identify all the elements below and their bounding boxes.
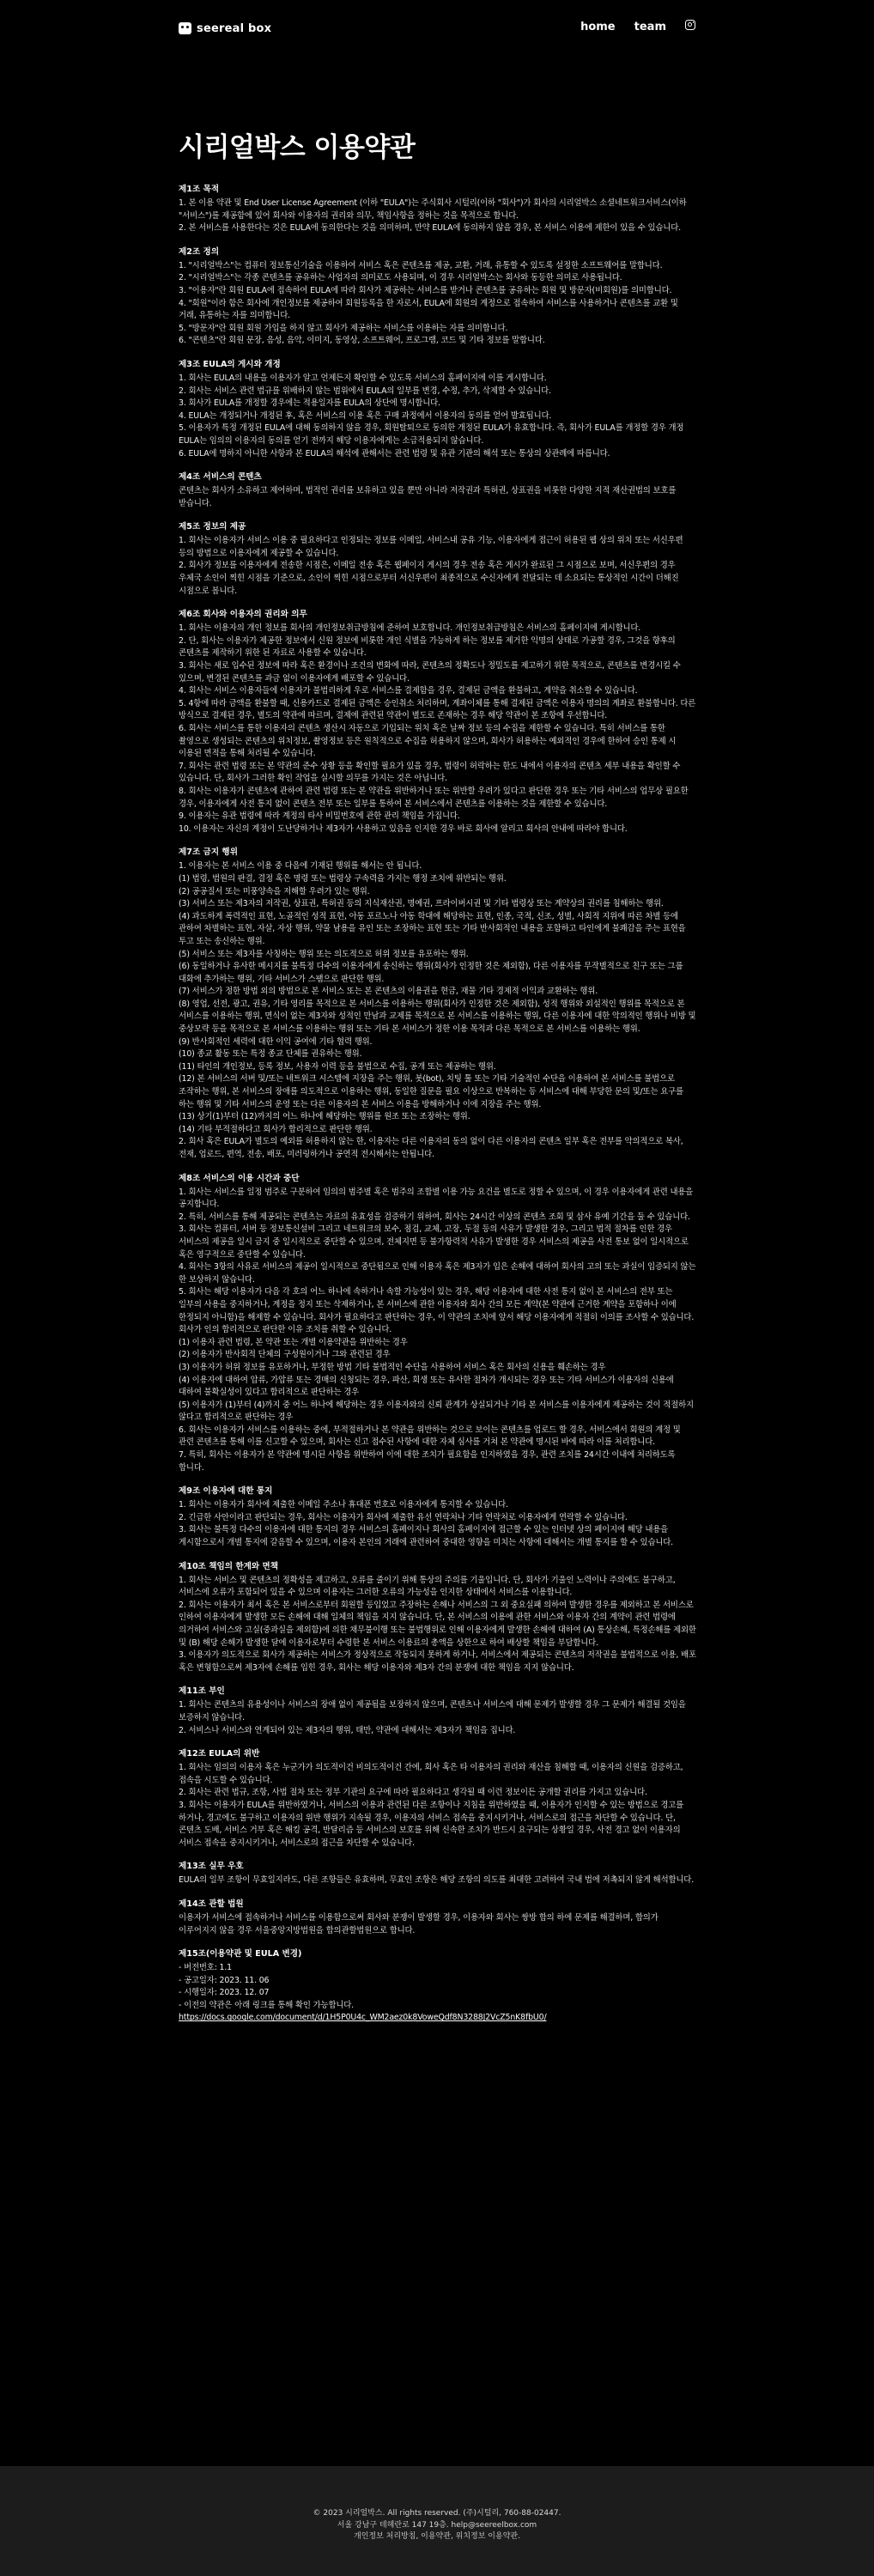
terms-content — [179, 129, 697, 2036]
section-paragraph: 3. 회사는 새로 입수된 정보에 따라 혹은 환경이나 조건의 변화에 따라, 콘텐츠의 정확도나 정밀도를 제고하기 위한 목적으로, 콘텐츠를 변경시킬 수 있으며, 변경된 콘텐츠를 과금 없이 이용자에게 배포할 수 있습니다. — [179, 661, 681, 683]
section-paragraph: 1. 회사는 EULA의 내용을 이용자가 알고 언제든지 확인할 수 있도록 서비스의 홈페이지에 이를 게시합니다. — [179, 373, 547, 383]
terms-section — [179, 1948, 697, 2025]
brand-logo-link[interactable] — [179, 21, 271, 36]
instagram-icon — [685, 20, 695, 30]
terms-section — [179, 184, 697, 235]
terms-section — [179, 521, 697, 598]
section-paragraph: 8. 회사는 이용자가 콘텐츠에 관하여 관련 법령 또는 본 약관을 위반하거나 또는 위반할 우려가 있다고 판단한 경우 또는 기타 서비스의 업무상 필요한 경우, 이용자에게 사전 통지 없이 콘텐츠 전부 또는 일부를 통하여 본 서비스에서 콘텐츠를 이용하는 것을 제한할 수 있습니다. — [179, 786, 689, 809]
section-paragraph: - 이전의 약관은 아래 링크를 통해 확인 가능합니다. — [179, 2000, 355, 2010]
section-paragraph: 2. 서비스나 서비스와 연계되어 있는 제3자의 행위, 태만, 약관에 대해서는 제3자가 책임을 집니다. — [179, 1725, 516, 1735]
main-nav — [580, 20, 695, 33]
terms-section — [179, 1748, 697, 1850]
section-paragraph: (12) 본 서비스의 서버 및/또는 네트워크 시스템에 지장을 주는 행위, 봇(bot), 치팅 툴 또는 기타 기술적인 수단을 이용하여 본 서비스를 불법으로 조작하는 행위, 본 서비스의 장애를 의도적으로 이용하는 행위, 동일한 질문을 필요 이상으로 반복하는 등 서비스에 대해 부당한 문의 및/또는 요구를 하는 행위 및 기타 서비스의 운영 또는 다른 이용자의 본 서비스 이용을 방해하거나 이에 지장을 주는 행위. — [179, 1074, 683, 1109]
section-paragraph: 9. 이용자는 유관 법령에 따라 계정의 타사 비밀번호에 관한 관리 책임을 가집니다. — [179, 811, 460, 822]
section-paragraph: (7) 서비스가 정한 방법 외의 방법으로 본 서비스 또는 본 콘텐츠의 이용권을 현금, 재물 기타 경제적 이익과 교환하는 행위. — [179, 987, 598, 997]
terms-section — [179, 359, 697, 460]
section-paragraph: 2. 단, 회사는 이용자가 제공한 정보에서 신원 정보에 비롯한 개인 식별을 가능하게 하는 정보를 제거한 익명의 상태로 가공할 경우, 그것을 향후의 콘텐츠를 제작하기 위한 된 자료로 사용할 수 있습니다. — [179, 635, 676, 659]
section-paragraph: (11) 타인의 개인정보, 등록 정보, 사용자 이력 등을 불법으로 수집, 공개 또는 제공하는 행위. — [179, 1061, 496, 1072]
terms-section — [179, 1899, 697, 1937]
section-paragraph: (2) 공공질서 또는 미풍양속을 저해할 우려가 있는 행위. — [179, 886, 370, 896]
section-paragraph: 1. 이용자는 본 서비스 이용 중 다음에 기재된 행위를 해서는 안 됩니다. — [179, 861, 422, 872]
section-paragraph: 2. 특히, 서비스를 통해 제공되는 콘텐츠는 자료의 유효성을 검증하기 위하여, 회사는 24시간 이상의 콘텐츠 조회 및 삼사 유예 기간을 둘 수 있습니다. — [179, 1212, 690, 1222]
nav-home-link[interactable]: home — [580, 20, 616, 33]
previous-terms-link[interactable]: https://docs.google.com/document/d/1H5P0U4c_WM2aez0k8VoweQdf8N3288J2VcZ5nK8fbU0/ — [179, 2013, 547, 2023]
section-paragraph: 1. 회사는 임의의 이용자 혹은 누군가가 의도적이건 비의도적이건 간에, 회사 혹은 타 이용자의 권리와 재산을 침해할 때, 이용자의 신원을 검증하고, 접속을 시도할 수 있습니다. — [179, 1763, 683, 1785]
section-paragraph: 3. 이용자가 의도적으로 회사가 제공하는 서비스가 정상적으로 작동되지 못하게 하거나, 서비스에서 제공되는 콘텐츠의 저작권을 불법적으로 이용, 배포 혹은 변형함으로써 제3자에 손해를 입힌 경우, 회사는 해당 이용자와 제3자 간의 분쟁에 대한 책임을 지지 않습니다. — [179, 1650, 696, 1673]
section-title: 제2조 정의 — [179, 246, 220, 257]
terms-section — [179, 609, 697, 835]
page-title: 시리얼박스 이용약관 — [179, 132, 416, 163]
section-paragraph: 5. 회사는 해당 이용자가 다음 각 호의 어느 하나에 속하거나 속할 가능성이 있는 경우, 해당 이용자에 대한 사전 통지 없이 본 서비스의 전부 또는 일부의 사용을 중지하거나, 계정을 정지 또는 삭제하거나, 본 서비스에 관한 이용자와 회사 간의 모든 계약(본 약관에 근거한 계약을 포함하나 이에 한정되지 아니함)을 해제할 수 있습니다. 회사가 필요하다고 판단하는 경우, 이 약관의 조치에 앞서 해당 이용자에게 적절히 이의를 조사할 수 있습니다. 회사가 인의 합리적으로 판단한 이유 조치를 취할 수 있습니다. — [179, 1287, 695, 1335]
section-paragraph: 2. 긴급한 사안이라고 판단되는 경우, 회사는 이용자가 회사에 제출한 유선 연락처나 기타 연락처로 이용자에게 연락할 수 있습니다. — [179, 1512, 628, 1522]
section-paragraph: (3) 서비스 또는 제3자의 저작권, 상표권, 특허권 등의 지식재산권, 명예권, 프라이버시권 및 기타 법령상 또는 계약상의 권리를 침해하는 행위. — [179, 899, 664, 909]
section-paragraph: 4. 회사는 서비스 이용자들에 이용자가 불법리하게 우로 서비스를 결제함을 경우, 결제된 금액을 환불하고, 계약을 취소할 수 있습니다. — [179, 686, 638, 696]
section-paragraph: 2. "시리얼박스"는 각종 콘텐츠를 공유하는 사업자의 의미로도 사용되며, 이 경우 시리얼박스는 회사와 동등한 의미로 사용됩니다. — [179, 273, 622, 283]
section-paragraph: 2. 회사가 정보를 이용자에게 전송한 시점은, 이메일 전송 혹은 웹페이지 게시의 경우 전송 혹은 게시가 완료된 그 시점으로 보며, 서신우편의 경우 우체국 소인이 찍힌 시점을 기준으로, 소인이 찍힌 시점으로부터 서신우편이 최종적으로 수신자에게 전달되는 데 소요되는 통상적인 시간이 더해진 시점으로 봅니다. — [179, 561, 679, 596]
section-title: 제4조 서비스의 콘텐츠 — [179, 472, 262, 483]
section-paragraph: 6. "콘텐츠"란 회원 문장, 음성, 음악, 이미지, 동영상, 소프트웨어, 프로그램, 코드 및 기타 정보를 말합니다. — [179, 336, 545, 346]
section-paragraph: 4. 회사는 3항의 사유로 서비스의 제공이 일시적으로 중단됨으로 인해 이용자 혹은 제3자가 입은 손해에 대하여 회사의 고의 또는 과실이 입증되지 않는 한 보상하지 않습니다. — [179, 1262, 696, 1285]
section-paragraph: 2. 회사는 이용자가 최서 혹은 본 서비스로부터 회원할 등입었고 주장하는 손해나 서비스의 그 외 중요실패 의하여 발생한 경우를 제외하고 본 서비스로 인하여 이용자에게 발생한 모든 손해에 대해 일체의 책임을 지지 않습니다. 단, 본 서비스의 이용에 관한 서비스와 이용자 간의 계약이 관련 법령에 의거하여 서비스와 고실(중과실을 제외함)에 의한 채무불이행 또는 불법행위로 인해 이용자에게 발생한 손해에 대하여 (A) 통상손해, 특정손해를 제외한 및 (B) 해당 손해가 발생한 달에 이용자로부터 수령한 본 서비스 이용료의 총액을 상한으로 하여 배상할 책임을 부담합니다. — [179, 1600, 696, 1648]
section-paragraph: 이용자가 서비스에 접속하거나 서비스를 이용함으로써 회사와 분쟁이 발생할 경우, 이용자와 회사는 쌍방 합의 하에 문제를 해결하며, 합의가 이루어지지 않을 경우 서울중앙지방법원을 합의관할법원으로 합니다. — [179, 1912, 659, 1935]
section-title: 제11조 부인 — [179, 1686, 225, 1697]
section-title: 제3조 EULA의 게시와 개정 — [179, 359, 281, 369]
section-paragraph: 10. 이용자는 자신의 계정이 도난당하거나 제3자가 사용하고 있음을 인지한 경우 바로 회사에 알리고 회사의 안내에 따라야 합니다. — [179, 823, 628, 834]
section-paragraph: (10) 종교 활동 또는 특정 종교 단체를 권유하는 행위. — [179, 1049, 362, 1060]
section-paragraph: 1. 회사는 이용자의 개인 정보를 회사의 개인정보취급방침에 준하여 보호합니다. 개인정보취급방침은 서비스의 홈페이지에 게시합니다. — [179, 623, 641, 634]
section-title: 제6조 회사와 이용자의 권리와 의무 — [179, 610, 307, 620]
section-paragraph: 6. 회사는 서비스를 통한 이용자의 콘텐츠 생산시 자동으로 기입되는 위치 혹은 날짜 정보 등의 수집을 제한할 수 있습니다. 특히 서비스를 통한 촬영으로 생성되는 콘텐츠의 위치정보, 촬영정보 등은 원칙적으로 수집을 허용하지 않으며, 회사가 허용하는 예외적인 경우에 한하여 승인 통제 시 이용된 면적을 통해 처리될 수 있습니다. — [179, 724, 677, 759]
section-paragraph: 1. 회사는 서비스를 일정 범주로 구분하여 임의의 범주별 혹은 범주의 조합별 이용 가능 요건을 별도로 정할 수 있으며, 이 경우 이용자에게 관련 내용을 공지합니다. — [179, 1187, 694, 1210]
section-paragraph: 2. 회사는 서비스 관련 법규를 위배하지 않는 범위에서 EULA의 일부를 변경, 수정, 추가, 삭제할 수 있습니다. — [179, 386, 551, 396]
previous-terms-link-row — [179, 2012, 697, 2025]
section-paragraph: 1. 회사는 이용자가 회사에 제출한 이메일 주소나 휴대폰 번호로 이용자에게 통지할 수 있습니다. — [179, 1500, 508, 1510]
section-paragraph: 7. 특히, 회사는 이용자가 본 약관에 명시된 사항을 위반하여 이에 대한 조치가 필요함을 인지하였을 경우, 관련 조치를 24시간 이내에 처리하도록 합니다. — [179, 1450, 676, 1473]
section-title: 제9조 이용자에 대한 통지 — [179, 1486, 273, 1497]
section-paragraph: (5) 서비스 또는 제3자를 사칭하는 행위 또는 의도적으로 허위 정보를 유포하는 행위. — [179, 949, 469, 959]
section-paragraph: 1. "시리얼박스"는 컴퓨터 정보통신기술을 이용하여 서비스 혹은 콘텐츠를 제공, 교환, 거래, 유통할 수 있도록 설정한 소프트웨어를 말합니다. — [179, 260, 663, 270]
section-paragraph: (2) 이용자가 반사회적 단체의 구성원이거나 그와 관련된 경우 — [179, 1350, 391, 1360]
section-paragraph: 6. 회사는 이용자가 서비스를 이용하는 중에, 부적절하거나 본 약관을 위반하는 것으로 보이는 콘텐츠를 업로드 할 경우, 서비스에서 회원의 계정 및 관련 콘텐츠를 통해 이를 신고할 수 있으며, 회사는 신고 접수된 사항에 대한 자체 심사를 거쳐 본 약관에 명시된 바에 따라 이를 처리합니다. — [179, 1425, 681, 1448]
section-paragraph: 3. "이용자"란 회원 EULA에 접속하여 EULA에 따라 회사가 제공하는 서비스를 받거나 콘텐츠를 공유하는 회원 및 방문자(비회원)를 의미합니다. — [179, 285, 672, 295]
terms-section — [179, 246, 697, 348]
section-paragraph: EULA의 일부 조항이 무효일지라도, 다른 조항들은 유효하며, 무효인 조항은 해당 조항의 의도를 최대한 고려하여 국내 법에 저촉되지 않게 해석합니다. — [179, 1875, 695, 1886]
section-paragraph: 3. 회사는 불특정 다수의 이용자에 대한 통지의 경우 서비스의 홈페이지나 회사의 홈페이지에 접근할 수 있는 인터넷 상의 페이지에 해당 내용을 게시함으로서 개별 통지에 갈음할 수 있으며, 이용자 본인의 거래에 관련하여 중대한 영향을 미치는 사항에 대해서는 개별 통지를 할 수 있습니다. — [179, 1525, 673, 1548]
section-title: 제15조(이용약관 및 EULA 변경) — [179, 1949, 302, 1959]
section-paragraph: 5. "방문자"란 회원 회원 가입을 하지 않고 회사가 제공하는 서비스를 이용하는 자를 의미합니다. — [179, 323, 508, 333]
terms-sections — [179, 184, 697, 2025]
section-paragraph: 1. 본 이용 약관 및 End User License Agreement (이하 "EULA")는 주식회사 시털리(이하 "회사")가 회사의 시리얼박스 소셜네트워크서비스(이하 "서비스")를 제공함에 있어 회사와 이용자의 권리와 의무, 책임사항을 정하는 것을 목적으로 합니다. — [179, 198, 687, 221]
footer-address: 서울 강남구 테헤란로 147 19층. help@seereelbox.com — [337, 2520, 537, 2530]
site-header — [0, 0, 874, 55]
footer-copyright: © 2023 시리얼박스. All rights reserved. (주)시털리, 760-88-02447. — [313, 2509, 561, 2518]
section-paragraph: 3. 회사는 이용자가 EULA를 위반하였거나, 서비스의 이용과 관련된 다른 조항이나 지침을 위반하였을 때, 이용자가 인지할 수 있는 방법으로 경고를 하거나, 경고에도 불구하고 이용자의 위반 행위가 지속될 경우, 이용자의 서비스 접속을 중지시키거나, 서비스로의 접근을 차단할 수 있습니다. 단, 콘텐츠 도배, 서비스 거부 혹은 해킹 공격, 반달리즘 등 서비스의 보호를 위해 신속한 조치가 반드시 요구되는 상황일 경우, 사전 경고 없이 이용자의 서비스 접속을 중지시키거나, 서비스로의 접근을 차단할 수 있습니다. — [179, 1800, 684, 1848]
section-paragraph: - 시행일자: 2023. 12. 07 — [179, 1988, 270, 1998]
section-paragraph: 1. 회사는 서비스 및 콘텐츠의 정확성을 제고하고, 오류를 줄이기 위해 통상의 주의를 기울입니다. 단, 회사가 기울인 노력이나 주의에도 불구하고, 서비스에 오류가 포함되어 있을 수 있으며 이용자는 그러한 오류의 가능성을 인지한 상태에서 서비스를 이용합니다. — [179, 1575, 676, 1598]
terms-section — [179, 1173, 697, 1475]
section-title: 제13조 실무 우호 — [179, 1862, 244, 1872]
section-title: 제1조 목적 — [179, 185, 220, 194]
section-paragraph: (8) 영업, 선전, 광고, 권유, 기타 영리를 목적으로 본 서비스를 이용하는 행위(회사가 인정한 것은 제외함), 성적 행위와 외설적인 행위를 목적으로 본 서비스를 이용하는 행위, 면식이 없는 제3자와 성적인 만남과 교제를 목적으로 본 서비스를 이용하는 행위, 다른 이용자에 대한 악의적인 행위나 비방 및 중상모략 등을 목적으로 본 서비스를 이용하는 행위 또는 기타 본 서비스가 정한 이용 목적과 다른 목적으로 본 서비스를 이용하는 행위. — [179, 999, 696, 1035]
section-paragraph: 2. 회사는 관련 법규, 조항, 사법 절차 또는 정부 기관의 요구에 따라 필요하다고 생각될 때 이런 정보이든 공개할 권리를 가지고 있습니다. — [179, 1788, 647, 1798]
section-paragraph: (4) 과도하게 폭력적인 표현, 노골적인 성적 표현, 아동 포르노나 아동 학대에 해당하는 표현, 인종, 국적, 신조, 성별, 사회적 지위에 따른 차별 등에 관하여 차별하는 표현, 자살, 자상 행위, 약물 남용을 유인 또는 조장하는 표현 또는 기타 반사회적인 내용을 포함하고 타인에게 불쾌감을 주는 표현을 투고 또는 송신하는 행위. — [179, 911, 686, 946]
instagram-link[interactable] — [685, 20, 695, 33]
section-paragraph: 5. 4항에 따라 금액을 환불할 때, 신용카드로 결제된 금액은 승인취소 처리하며, 계좌이체를 통해 결제된 금액은 이용자 명의의 계좌로 환불합니다. 다른 방식으로 결제된 경우, 별도의 약관에 따르며, 결제에 관련된 약관이 별도로 존재하는 경우 해당 약관이 본 조항에 우선합니다. — [179, 698, 696, 721]
section-paragraph: 1. 회사는 콘텐츠의 유용성이나 서비스의 장애 없이 제공됨을 보장하지 않으며, 콘텐츠나 서비스에 대해 문제가 발생할 경우 그 문제가 해결될 것임을 보증하지 않습니다. — [179, 1700, 686, 1722]
site-footer — [0, 2466, 874, 2576]
nav-team-link[interactable]: team — [634, 20, 666, 33]
section-paragraph: 6. EULA에 명하지 아니한 사항과 본 EULA의 해석에 관해서는 관련 법령 및 유관 기관의 해석 또는 통상의 상관례에 따릅니다. — [179, 448, 610, 459]
section-title: 제7조 금지 행위 — [179, 848, 238, 858]
terms-section — [179, 1861, 697, 1887]
terms-section — [179, 1686, 697, 1737]
terms-section — [179, 1561, 697, 1675]
section-paragraph: - 공고일자: 2023. 11. 06 — [179, 1975, 270, 1985]
brand-name: seereal box — [197, 21, 272, 35]
section-paragraph: 1. 회사는 이용자가 서비스 이용 중 필요하다고 인정되는 정보를 이메일, 서비스내 공유 기능, 이용자에게 접근이 허용된 웹 상의 위치 또는 서신우편 등의 방법으로 이용자에게 제공할 수 있습니다. — [179, 536, 683, 558]
section-paragraph: 콘텐츠는 회사가 소유하고 제어하며, 법적인 권리를 보유하고 있을 뿐만 아니라 저작권과 특허권, 상표권을 비롯한 다양한 지적 재산권법의 보호를 받습니다. — [179, 486, 677, 508]
section-paragraph: (14) 기타 부적절하다고 회사가 합리적으로 판단한 행위. — [179, 1124, 373, 1134]
terms-section — [179, 1485, 697, 1549]
section-paragraph: 3. 회사는 컴퓨터, 서버 등 정보통신설비 그리고 네트워크의 보수, 점검, 교체, 고장, 두절 등의 사유가 발생한 경우, 그리고 법적 절차를 인한 경우 서비스의 제공을 일시 금지 중 일시적으로 중단할 수 있으며, 전체지면 등 불가항력적 사유가 발생한 경우 서비스의 제공을 사전 통보 없이 일시적으로 혹은 영구적으로 중단할 수 있습니다. — [179, 1224, 689, 1260]
section-paragraph: 5. 이용자가 특정 개정된 EULA에 대해 동의하지 않을 경우, 회원탈퇴으로 동의한 개정된 EULA가 유효합니다. 즉, 회사가 EULA를 개정할 경우 개정 EULA는 임의의 이용자의 동의를 얻기 전까지 해당 이용자에게는 소급적용되지 않습니다. — [179, 423, 684, 446]
section-paragraph: (5) 이용자가 (1)부터 (4)까지 중 어느 하나에 해당하는 경우 이용자와의 신뢰 관계가 상실되거나 기타 본 서비스를 이용자에게 제공하는 것이 적절하지 않다고 합리적으로 판단하는 경우 — [179, 1400, 694, 1423]
section-title: 제14조 관할 법원 — [179, 1899, 244, 1909]
section-paragraph: 3. 회사가 EULA를 개정할 경우에는 적용일자를 EULA의 상단에 명시합니다. — [179, 398, 440, 409]
section-paragraph: (3) 이용자가 허위 정보를 유포하거나, 부정한 방법 기타 불법적인 수단을 사용하여 서비스 혹은 회사의 신용을 훼손하는 경우 — [179, 1362, 606, 1372]
section-paragraph: 7. 회사는 관련 법령 또는 본 약관의 준수 상황 등을 확인할 필요가 있을 경우, 법령이 허락하는 한도 내에서 이용자의 콘텐츠 세부 내용을 확인할 수 있습니다. 단, 회사가 그러한 확인 작업을 실시할 의무를 가지는 것은 아닙니다. — [179, 761, 681, 784]
section-paragraph: (9) 반사회적인 세력에 대한 이익 공여에 기타 협력 행위. — [179, 1036, 373, 1047]
section-paragraph: (6) 동일하거나 유사한 메시지를 불특정 다수의 이용자에게 송신하는 행위(회사가 인정한 것은 제외함), 다른 이용자를 무작별적으로 친구 또는 그룹 대화에 추가하는 행위, 기타 서비스가 스팸으로 판단한 행위. — [179, 962, 683, 984]
section-title: 제8조 서비스의 이용 시간과 중단 — [179, 1173, 300, 1183]
section-title: 제5조 정보의 제공 — [179, 522, 246, 532]
section-paragraph: 2. 본 서비스를 사용한다는 것은 EULA에 동의한다는 것을 의미하며, 만약 EULA에 동의하지 않을 경우, 본 서비스 이용에 제한이 있을 수 있습니다. — [179, 223, 681, 234]
section-paragraph: - 버전번호: 1.1 — [179, 1963, 232, 1973]
section-paragraph: (13) 상기(1)부터 (12)까지의 어느 하나에 해당하는 행위를 원조 또는 조장하는 행위. — [179, 1112, 470, 1122]
footer-policy-links[interactable]: 개인정보 처리방침, 이용약관, 위치정보 이용약관. — [354, 2532, 520, 2541]
section-paragraph: 2. 회사 혹은 EULA가 별도의 예외를 허용하지 않는 한, 이용자는 다른 이용자의 동의 없이 다른 이용자의 콘텐츠 일부 혹은 전부를 악의적으로 복사, 전재, 업로드, 편역, 전송, 배포, 미러링하거나 공연적 전시해서는 안됩니다. — [179, 1137, 683, 1159]
section-paragraph: 4. EULA는 개정되거나 개정된 후, 혹은 서비스의 이용 혹은 구매 과정에서 이용자의 동의를 얻어 발효됩니다. — [179, 410, 552, 421]
section-paragraph: 4. "회원"이라 함은 회사에 개인정보를 제공하여 회원등록을 한 자로서, EULA에 회원의 계정으로 접속하여 서비스를 사용하거나 콘텐츠를 교환 및 거래, 유통하는 자를 의미합니다. — [179, 298, 678, 321]
section-paragraph: (4) 이용자에 대하여 압류, 가압류 또는 경매의 신청되는 경우, 파산, 회생 또는 유사한 절차가 개시되는 경우 또는 기타 서비스가 이용자의 신용에 대하여 불확실성이 있다고 합리적으로 판단하는 경우 — [179, 1375, 674, 1398]
terms-section — [179, 471, 697, 510]
section-paragraph: (1) 법령, 법원의 판결, 결정 혹은 명령 또는 법령상 구속력을 가지는 행정 조치에 위반되는 행위. — [179, 873, 507, 884]
box-logo-icon — [179, 22, 191, 34]
section-paragraph: (1) 이용자 관련 법령, 본 약관 또는 개별 이용약관을 위반하는 경우 — [179, 1337, 408, 1347]
section-title: 제10조 책임의 한계와 면책 — [179, 1561, 279, 1571]
section-title: 제12조 EULA의 위반 — [179, 1749, 260, 1759]
terms-section — [179, 847, 697, 1161]
